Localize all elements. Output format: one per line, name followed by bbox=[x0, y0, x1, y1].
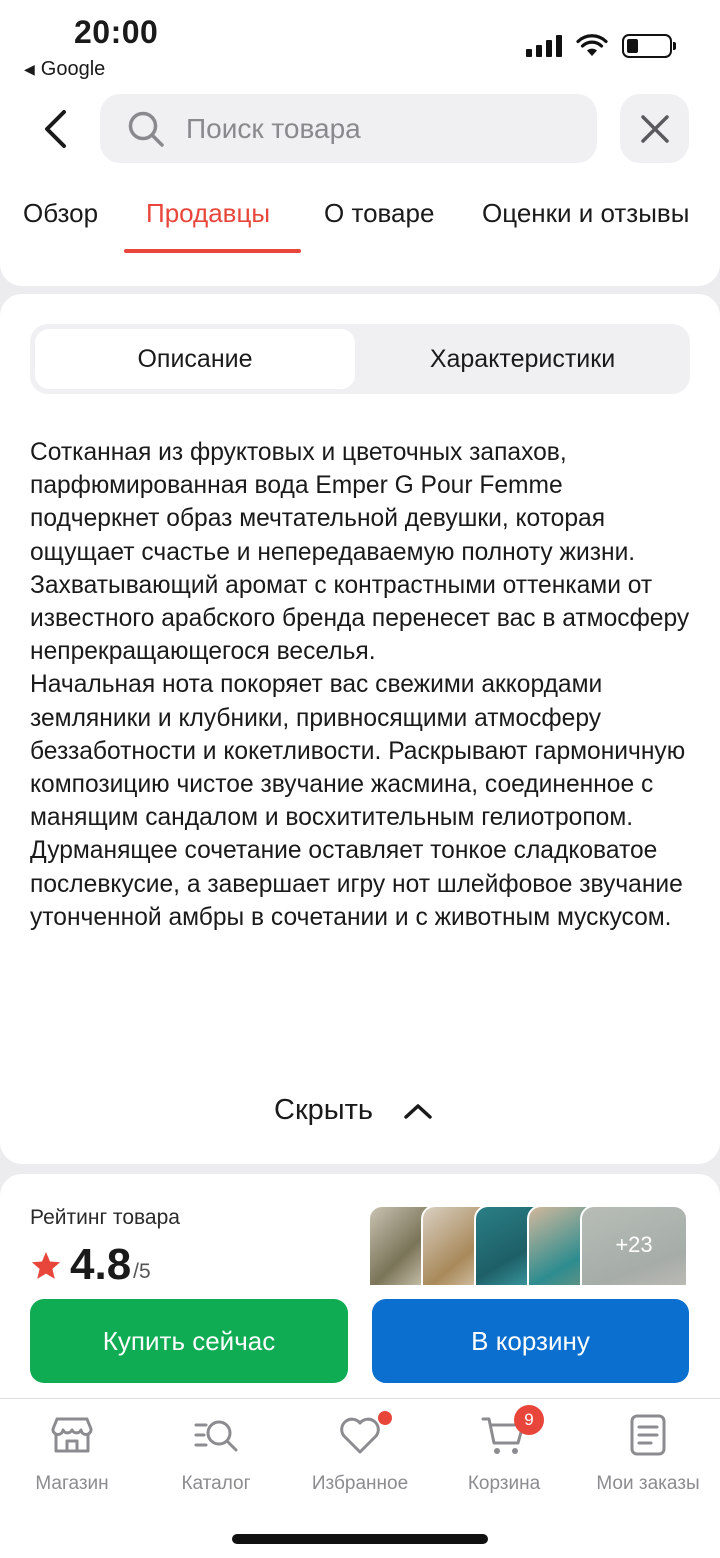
status-bar bbox=[0, 0, 720, 88]
close-icon bbox=[640, 114, 670, 144]
collapse-button[interactable] bbox=[274, 1094, 433, 1127]
nav-orders[interactable] bbox=[576, 1411, 720, 1495]
search-bar[interactable] bbox=[100, 94, 597, 163]
tab-sellers[interactable]: Продавцы bbox=[146, 198, 271, 228]
nav-orders-label: Мои заказы bbox=[596, 1473, 700, 1494]
favorites-notification-dot bbox=[378, 1411, 392, 1425]
nav-favorites[interactable] bbox=[288, 1411, 432, 1495]
cart-count-badge: 9 bbox=[514, 1405, 544, 1435]
star-icon bbox=[30, 1250, 62, 1282]
segment-characteristics[interactable]: Характеристики bbox=[429, 344, 616, 373]
back-button[interactable] bbox=[30, 104, 80, 154]
battery-icon bbox=[622, 34, 672, 58]
tab-reviews[interactable]: Оценки и отзывы bbox=[482, 198, 690, 228]
description-paragraph: Начальная нота покоряет вас свежими аккордами земляники и клубники, привносящими атмосферу беззаботности и кокетливости. Раскрывают гармоничную композицию чистое звучание жасмина, соединенное с манящим сандалом и восхитительным гелиотропом. Дурманящее сочетание оставляет тонкое сладковатое послевкусие, а завершает игру нот шлейфовое звучание утонченной амбры в сочетании и с животным мускусом. bbox=[30, 671, 686, 931]
segment-description[interactable]: Описание bbox=[35, 329, 355, 389]
search-input[interactable] bbox=[186, 113, 566, 145]
rating-value[interactable] bbox=[30, 1240, 151, 1290]
back-app-label: Google bbox=[40, 58, 106, 80]
add-to-cart-button[interactable]: В корзину bbox=[372, 1299, 689, 1383]
chevron-up-icon bbox=[403, 1102, 433, 1120]
status-time: 20:00 bbox=[74, 14, 159, 50]
heart-icon bbox=[336, 1411, 384, 1459]
rating-number: 4.8 bbox=[70, 1240, 132, 1289]
nav-store-label: Магазин bbox=[35, 1473, 109, 1494]
description-card bbox=[0, 294, 720, 1164]
back-to-app-link[interactable] bbox=[24, 58, 105, 81]
nav-store[interactable] bbox=[0, 1411, 144, 1495]
catalog-search-icon bbox=[192, 1411, 240, 1459]
nav-catalog-label: Каталог bbox=[181, 1473, 251, 1494]
nav-favorites-label: Избранное bbox=[311, 1473, 409, 1494]
description-text bbox=[30, 436, 695, 934]
back-triangle-icon: ◀ bbox=[24, 61, 35, 77]
nav-catalog[interactable] bbox=[144, 1411, 288, 1495]
description-segment-control bbox=[30, 324, 690, 394]
chevron-left-icon bbox=[41, 108, 69, 150]
home-indicator[interactable] bbox=[232, 1534, 488, 1544]
nav-cart-label: Корзина bbox=[467, 1473, 541, 1494]
rating-label: Рейтинг товара bbox=[30, 1206, 180, 1229]
cellular-signal-icon bbox=[526, 35, 562, 57]
cart-icon bbox=[480, 1410, 534, 1459]
wifi-icon bbox=[576, 34, 608, 58]
section-tabs bbox=[0, 188, 720, 254]
review-photos[interactable] bbox=[368, 1205, 688, 1285]
search-icon bbox=[126, 109, 166, 149]
previous-card-edge bbox=[0, 254, 720, 286]
description-paragraph: Сотканная из фруктовых и цветочных запахов, парфюмированная вода Emper G Pour Femme подчеркнет образ мечтательной девушки, которая ощущает счастье и непередаваемую полноту жизни. Захватывающий аромат с контрастными оттенками от известного арабского бренда перенесет вас в атмосферу непрекращающегося веселья. bbox=[30, 439, 690, 666]
rating-out-of: /5 bbox=[133, 1260, 151, 1283]
close-button[interactable] bbox=[620, 94, 689, 163]
buy-now-button[interactable]: Купить сейчас bbox=[30, 1299, 348, 1383]
product-header bbox=[0, 88, 720, 254]
orders-icon bbox=[624, 1411, 672, 1459]
nav-cart[interactable] bbox=[432, 1411, 576, 1495]
tab-overview[interactable]: Обзор bbox=[23, 198, 99, 228]
collapse-label: Скрыть bbox=[274, 1094, 373, 1126]
more-photos-count: +23 bbox=[615, 1232, 653, 1257]
active-tab-indicator bbox=[124, 249, 301, 253]
system-icons bbox=[526, 34, 672, 58]
tab-about-product[interactable]: О товаре bbox=[324, 198, 435, 228]
more-photos-thumbnail[interactable] bbox=[580, 1205, 688, 1285]
store-icon bbox=[48, 1411, 96, 1459]
